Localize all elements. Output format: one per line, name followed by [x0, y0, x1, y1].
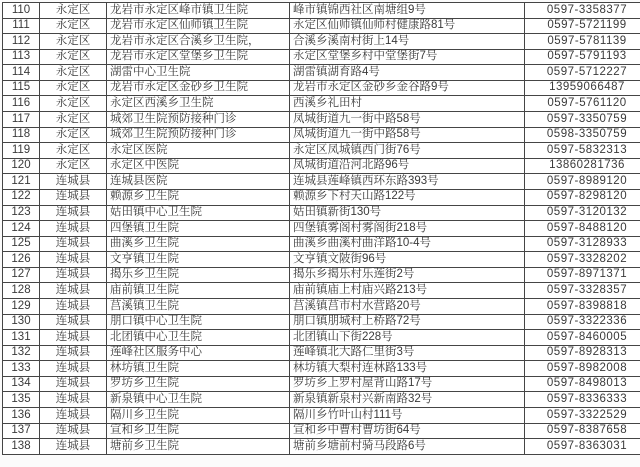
cell-name: 龙岩市永定区仙师镇卫生院	[107, 18, 290, 34]
cell-no: 134	[3, 376, 40, 392]
cell-phone: 0597-3120132	[525, 205, 640, 221]
cell-address: 峰市镇锦西社区南塘组9号	[290, 3, 525, 19]
cell-district: 连城县	[40, 221, 107, 237]
cell-address: 朋口镇朋城村上桥路72号	[290, 314, 525, 330]
cell-address: 莒溪镇莒市村水营路20号	[290, 298, 525, 314]
cell-phone: 0597-8298120	[525, 189, 640, 205]
table-row	[3, 298, 640, 314]
hospital-table-body	[3, 3, 640, 455]
cell-phone: 0598-3350759	[525, 127, 640, 143]
cell-name: 林坊镇卫生院	[107, 361, 290, 377]
cell-no: 138	[3, 439, 40, 455]
table-row	[3, 376, 640, 392]
cell-district: 永定区	[40, 96, 107, 112]
table-row	[3, 189, 640, 205]
cell-no: 130	[3, 314, 40, 330]
cell-address: 北团镇山下街228号	[290, 330, 525, 346]
cell-address: 隔川乡竹叶山村111号	[290, 408, 525, 424]
cell-address: 莲峰镇北大路仁里街3号	[290, 345, 525, 361]
cell-address: 湖雷镇湖育路4号	[290, 65, 525, 81]
table-row	[3, 3, 640, 19]
table-row	[3, 439, 640, 455]
cell-no: 119	[3, 143, 40, 159]
table-row	[3, 314, 640, 330]
cell-name: 北团镇中心卫生院	[107, 330, 290, 346]
cell-district: 永定区	[40, 127, 107, 143]
cell-phone: 0597-5832313	[525, 143, 640, 159]
cell-district: 永定区	[40, 158, 107, 174]
cell-name: 赖源乡卫生院	[107, 189, 290, 205]
cell-phone: 0597-8989120	[525, 174, 640, 190]
cell-name: 塘前乡卫生院	[107, 439, 290, 455]
cell-address: 罗坊乡上罗村屋背山路17号	[290, 376, 525, 392]
cell-district: 连城县	[40, 314, 107, 330]
cell-address: 赖源乡下村天山路122号	[290, 189, 525, 205]
cell-no: 123	[3, 205, 40, 221]
table-row	[3, 345, 640, 361]
cell-no: 135	[3, 392, 40, 408]
cell-no: 118	[3, 127, 40, 143]
cell-phone: 13860281736	[525, 158, 640, 174]
cell-phone: 0597-5781139	[525, 34, 640, 50]
cell-name: 连城县医院	[107, 174, 290, 190]
cell-phone: 0597-8498013	[525, 376, 640, 392]
cell-name: 城郊卫生院预防接种门诊	[107, 112, 290, 128]
cell-phone: 0597-5721199	[525, 18, 640, 34]
cell-phone: 0597-8387658	[525, 423, 640, 439]
cell-name: 永定区医院	[107, 143, 290, 159]
cell-no: 125	[3, 236, 40, 252]
cell-phone: 0597-8460005	[525, 330, 640, 346]
table-row	[3, 158, 640, 174]
cell-phone: 0597-3328357	[525, 283, 640, 299]
table-row	[3, 18, 640, 34]
cell-no: 117	[3, 112, 40, 128]
table-row	[3, 221, 640, 237]
cell-phone: 0597-8488120	[525, 221, 640, 237]
cell-address: 凤城街道沿河北路96号	[290, 158, 525, 174]
cell-no: 129	[3, 298, 40, 314]
cell-name: 庙前镇卫生院	[107, 283, 290, 299]
table-row	[3, 96, 640, 112]
cell-address: 龙岩市永定区金砂乡金谷路9号	[290, 80, 525, 96]
cell-address: 永定区堂堡乡村中堂堡街7号	[290, 49, 525, 65]
hospital-contact-table	[2, 2, 640, 455]
cell-district: 连城县	[40, 205, 107, 221]
cell-address: 庙前镇庙上村庙兴路213号	[290, 283, 525, 299]
cell-district: 连城县	[40, 283, 107, 299]
cell-district: 永定区	[40, 18, 107, 34]
cell-address: 永定区凤城镇西门街76号	[290, 143, 525, 159]
cell-district: 连城县	[40, 298, 107, 314]
cell-phone: 0597-3350759	[525, 112, 640, 128]
cell-no: 136	[3, 408, 40, 424]
table-row	[3, 205, 640, 221]
cell-district: 永定区	[40, 3, 107, 19]
cell-address: 揭乐乡揭乐村乐莲街2号	[290, 267, 525, 283]
cell-no: 120	[3, 158, 40, 174]
table-row	[3, 34, 640, 50]
table-row	[3, 174, 640, 190]
cell-no: 111	[3, 18, 40, 34]
cell-phone: 0597-8363031	[525, 439, 640, 455]
cell-district: 连城县	[40, 330, 107, 346]
table-row	[3, 127, 640, 143]
cell-district: 永定区	[40, 80, 107, 96]
cell-phone: 0597-8982008	[525, 361, 640, 377]
cell-district: 永定区	[40, 34, 107, 50]
table-row	[3, 112, 640, 128]
table-row	[3, 392, 640, 408]
cell-no: 113	[3, 49, 40, 65]
cell-name: 文亨镇卫生院	[107, 252, 290, 268]
cell-no: 121	[3, 174, 40, 190]
cell-no: 131	[3, 330, 40, 346]
cell-address: 永定区仙师镇仙师村健康路81号	[290, 18, 525, 34]
cell-name: 莒溪镇卫生院	[107, 298, 290, 314]
cell-phone: 0597-3358377	[525, 3, 640, 19]
cell-address: 文亨镇文陂街96号	[290, 252, 525, 268]
cell-address: 西溪乡礼田村	[290, 96, 525, 112]
cell-name: 罗坊乡卫生院	[107, 376, 290, 392]
cell-no: 128	[3, 283, 40, 299]
cell-phone: 0597-8971371	[525, 267, 640, 283]
cell-district: 连城县	[40, 439, 107, 455]
cell-no: 132	[3, 345, 40, 361]
cell-address: 四堡镇雾阁村雾阁街218号	[290, 221, 525, 237]
cell-no: 133	[3, 361, 40, 377]
cell-district: 连城县	[40, 408, 107, 424]
table-row	[3, 423, 640, 439]
cell-name: 隔川乡卫生院	[107, 408, 290, 424]
cell-name: 莲峰社区服务中心	[107, 345, 290, 361]
cell-district: 永定区	[40, 65, 107, 81]
cell-name: 龙岩市永定区峰市镇卫生院	[107, 3, 290, 19]
cell-district: 连城县	[40, 392, 107, 408]
cell-no: 122	[3, 189, 40, 205]
cell-no: 127	[3, 267, 40, 283]
cell-name: 姑田镇中心卫生院	[107, 205, 290, 221]
cell-name: 四堡镇卫生院	[107, 221, 290, 237]
table-row	[3, 65, 640, 81]
cell-address: 姑田镇新街130号	[290, 205, 525, 221]
cell-phone: 0597-8928313	[525, 345, 640, 361]
table-row	[3, 236, 640, 252]
cell-phone: 0597-5791193	[525, 49, 640, 65]
cell-name: 曲溪乡卫生院	[107, 236, 290, 252]
table-row	[3, 252, 640, 268]
cell-no: 124	[3, 221, 40, 237]
cell-district: 连城县	[40, 361, 107, 377]
cell-no: 116	[3, 96, 40, 112]
table-row	[3, 330, 640, 346]
cell-name: 新泉镇中心卫生院	[107, 392, 290, 408]
cell-name: 龙岩市永定区合溪乡卫生院，	[107, 34, 290, 50]
cell-name: 永定区中医院	[107, 158, 290, 174]
cell-address: 林坊镇大梨村连林路133号	[290, 361, 525, 377]
table-row	[3, 408, 640, 424]
cell-phone: 0597-5712227	[525, 65, 640, 81]
cell-phone: 0597-3322529	[525, 408, 640, 424]
cell-no: 112	[3, 34, 40, 50]
cell-address: 凤城街道九一街中路58号	[290, 127, 525, 143]
cell-district: 永定区	[40, 112, 107, 128]
cell-address: 连城县莲峰镇西环东路393号	[290, 174, 525, 190]
cell-phone: 0597-8398818	[525, 298, 640, 314]
table-row	[3, 283, 640, 299]
cell-district: 连城县	[40, 252, 107, 268]
cell-no: 110	[3, 3, 40, 19]
cell-name: 龙岩市永定区金砂乡卫生院	[107, 80, 290, 96]
cell-address: 凤城街道九一街中路58号	[290, 112, 525, 128]
cell-address: 塘前乡塘前村骑马段路6号	[290, 439, 525, 455]
cell-district: 永定区	[40, 49, 107, 65]
cell-district: 连城县	[40, 236, 107, 252]
cell-no: 115	[3, 80, 40, 96]
table-row	[3, 49, 640, 65]
cell-name: 宣和乡卫生院	[107, 423, 290, 439]
cell-phone: 0597-8336333	[525, 392, 640, 408]
cell-district: 连城县	[40, 423, 107, 439]
cell-address: 曲溪乡曲溪村曲洋路10-4号	[290, 236, 525, 252]
cell-phone: 13959066487	[525, 80, 640, 96]
cell-district: 连城县	[40, 345, 107, 361]
cell-name: 揭乐乡卫生院	[107, 267, 290, 283]
cell-district: 永定区	[40, 143, 107, 159]
table-row	[3, 80, 640, 96]
cell-address: 新泉镇新泉村兴新南路32号	[290, 392, 525, 408]
table-row	[3, 143, 640, 159]
cell-name: 朋口镇中心卫生院	[107, 314, 290, 330]
cell-phone: 0597-5761120	[525, 96, 640, 112]
cell-phone: 0597-3328202	[525, 252, 640, 268]
cell-name: 城郊卫生院预防接种门诊	[107, 127, 290, 143]
table-row	[3, 361, 640, 377]
cell-phone: 0597-3128933	[525, 236, 640, 252]
cell-address: 宣和乡中曹村曹坊街64号	[290, 423, 525, 439]
cell-no: 114	[3, 65, 40, 81]
cell-no: 137	[3, 423, 40, 439]
cell-district: 连城县	[40, 267, 107, 283]
cell-name: 湖雷中心卫生院	[107, 65, 290, 81]
cell-phone: 0597-3322336	[525, 314, 640, 330]
cell-address: 合溪乡溪南村街上14号	[290, 34, 525, 50]
cell-name: 龙岩市永定区堂堡乡卫生院	[107, 49, 290, 65]
cell-district: 连城县	[40, 189, 107, 205]
table-row	[3, 267, 640, 283]
cell-district: 连城县	[40, 376, 107, 392]
cell-no: 126	[3, 252, 40, 268]
cell-name: 永定区西溪乡卫生院	[107, 96, 290, 112]
cell-district: 连城县	[40, 174, 107, 190]
